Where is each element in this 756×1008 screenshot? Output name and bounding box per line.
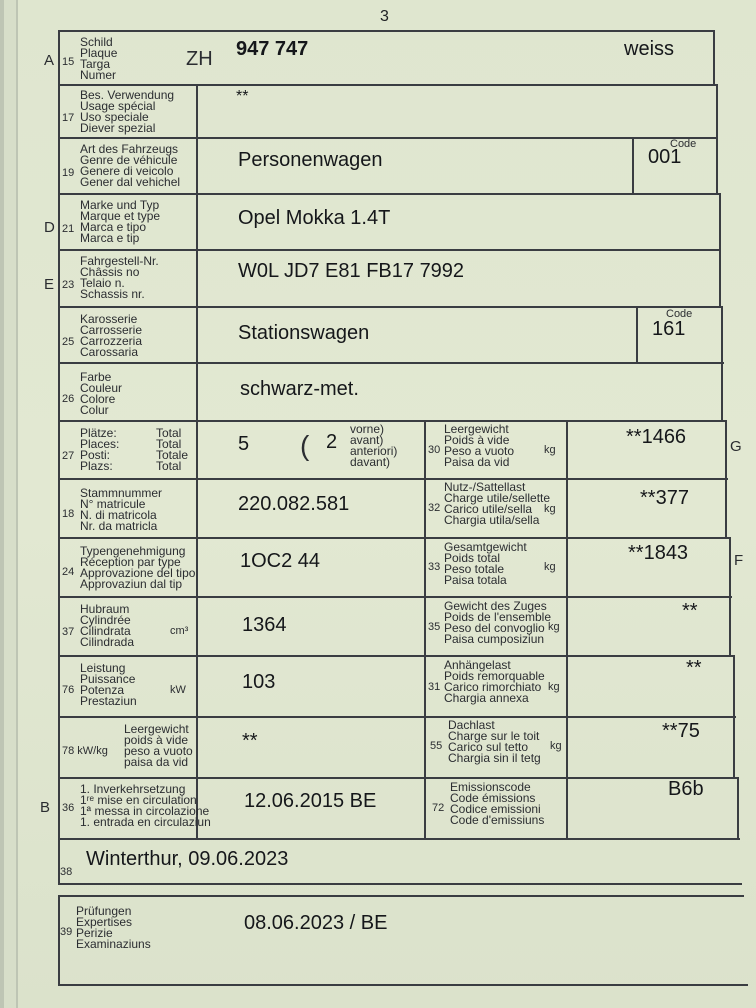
frame-right <box>721 306 723 421</box>
label-divider <box>196 84 198 839</box>
displacement-value: 1364 <box>242 614 287 636</box>
field-19-number: 19 <box>62 167 75 179</box>
field-55-unit: kg <box>550 740 562 752</box>
field-26-label: Farbe Couleur Colore Colur <box>80 370 123 417</box>
frame-right <box>733 655 735 777</box>
field-21-number: 21 <box>62 223 75 235</box>
row-line <box>58 420 726 422</box>
row-line <box>58 883 742 885</box>
row-line <box>58 838 740 840</box>
field-30-unit: kg <box>544 444 556 456</box>
seats-front-label: vorne) avant) anteriori) davant) <box>350 422 398 469</box>
plate-color: weiss <box>624 38 675 60</box>
field-27-total-label: Total Total Totale Total <box>156 426 189 473</box>
field-78-number: 78 kW/kg <box>62 745 108 757</box>
field-26-number: 26 <box>62 393 75 405</box>
field-33-unit: kg <box>544 561 556 573</box>
inspection-value: 08.06.2023 / BE <box>244 912 388 934</box>
row-line <box>58 537 730 539</box>
field-76-label: Leistung Puissance Potenza Prestaziun <box>80 661 137 708</box>
field-76-number: 76 <box>62 684 75 696</box>
row-line <box>58 362 724 364</box>
empty-weight-value: **1466 <box>626 426 687 448</box>
plate-number: 947 747 <box>236 38 309 60</box>
field-72-label: Emissionscode Code émissions Codice emissioni Code d'emissiuns <box>450 780 545 827</box>
field-37-unit: cm³ <box>170 625 189 637</box>
make-model-value: Opel Mokka 1.4T <box>238 207 391 229</box>
special-use-value: ** <box>236 88 249 105</box>
chassis-number-value: W0L JD7 E81 FB17 7992 <box>238 260 465 282</box>
vehicle-type-code: 001 <box>648 146 682 168</box>
field-35-number: 35 <box>428 621 441 633</box>
side-letter-f: F <box>734 552 744 569</box>
field-25-label: Karosserie Carrosserie Carrozzeria Carossaria <box>80 312 143 359</box>
field-33-label: Gesamtgewicht Poids total Peso totale Paisa totala <box>444 540 527 587</box>
master-number-value: 220.082.581 <box>238 493 350 515</box>
side-letter-d: D <box>44 219 55 236</box>
side-letter-a: A <box>44 52 55 69</box>
power-weight-value: ** <box>242 730 258 752</box>
field-72-number: 72 <box>432 802 445 814</box>
side-letter-b: B <box>40 799 51 816</box>
frame-right <box>737 777 739 839</box>
seats-total-value: 5 <box>238 433 250 455</box>
frame-right <box>729 537 731 656</box>
field-23-number: 23 <box>62 279 75 291</box>
body-type-code-label: Code <box>666 308 693 320</box>
side-letter-e: E <box>44 276 55 293</box>
type-approval-value: 1OC2 44 <box>240 550 321 572</box>
field-30-label: Leergewicht Poids à vide Peso a vuoto Paisa da vid <box>444 422 515 469</box>
body-type-value: Stationswagen <box>238 322 370 344</box>
row-line <box>58 716 736 718</box>
row-line <box>58 655 734 657</box>
field-15-number: 15 <box>62 56 75 68</box>
field-32-unit: kg <box>544 503 556 515</box>
row-line <box>58 777 738 779</box>
field-39-label: Prüfungen Expertises Perizie Examinaziuns <box>76 904 151 951</box>
field-78-label: Leergewicht poids à vide peso a vuoto paisa da vid <box>124 722 193 769</box>
field-31-label: Anhängelast Poids remorquable Carico rimorchiato Chargia annexa <box>444 658 545 705</box>
total-weight-value: **1843 <box>628 542 689 564</box>
row-line <box>58 84 716 86</box>
seats-front-value: 2 <box>326 431 338 453</box>
vehicle-type-code-label: Code <box>670 138 697 150</box>
field-31-number: 31 <box>428 681 441 693</box>
code-box-divider <box>636 306 638 363</box>
row-line <box>58 895 744 897</box>
field-37-number: 37 <box>62 626 75 638</box>
right-divider <box>566 420 568 839</box>
field-27-number: 27 <box>62 450 75 462</box>
field-38-number: 38 <box>60 866 73 878</box>
emission-code-value: B6b <box>668 778 704 800</box>
field-27-label: Plätze: Places: Posti: Plazs: <box>80 426 120 473</box>
plate-canton: ZH <box>186 48 213 70</box>
field-37-label: Hubraum Cylindrée Cilindrata Cilindrada <box>80 602 135 649</box>
field-30-number: 30 <box>428 444 441 456</box>
spacer <box>296 420 298 478</box>
side-letter-g: G <box>730 438 742 455</box>
field-25-number: 25 <box>62 336 75 348</box>
row-line <box>58 249 721 251</box>
row-line <box>58 596 732 598</box>
field-36-number: 36 <box>62 802 75 814</box>
row-line <box>58 478 728 480</box>
field-17-label: Bes. Verwendung Usage spécial Uso speciale Diever spezial <box>80 88 175 135</box>
field-19-label: Art des Fahrzeugs Genre de véhicule Genere di veicolo Gener dal vehichel <box>80 142 181 189</box>
field-33-number: 33 <box>428 561 441 573</box>
field-18-label: Stammnummer N° matricule N. di matricola Nr. da matricla <box>80 486 163 533</box>
row-line <box>58 984 748 986</box>
frame-right <box>725 420 727 538</box>
row-line <box>58 137 718 139</box>
field-17-number: 17 <box>62 112 75 124</box>
field-35-unit: kg <box>548 621 560 633</box>
field-15-label: Schild Plaque Targa Numer <box>80 35 118 82</box>
field-39-number: 39 <box>60 926 73 938</box>
field-36-label: 1. Inverkehrsetzung 1ʳᵉ mise en circulation 1ª messa in circolazione 1. entrada en circulaziun <box>80 782 211 829</box>
frame-right <box>713 30 715 86</box>
towing-capacity-value: ** <box>686 657 702 679</box>
field-18-number: 18 <box>62 508 75 520</box>
field-31-unit: kg <box>548 681 560 693</box>
code-box-divider <box>632 137 634 194</box>
roof-load-value: **75 <box>662 720 700 742</box>
field-21-label: Marke und Typ Marque et type Marca e tipo Marca e tip <box>80 198 161 245</box>
vehicle-type-value: Personenwagen <box>238 149 383 171</box>
field-76-unit: kW <box>170 684 186 696</box>
field-55-number: 55 <box>430 740 443 752</box>
power-value: 103 <box>242 671 276 693</box>
field-24-number: 24 <box>62 566 75 578</box>
frame-left <box>58 30 60 884</box>
color-value: schwarz-met. <box>240 378 359 400</box>
field-23-label: Fahrgestell-Nr. Châssis no Telaio n. Schassis nr. <box>80 254 159 301</box>
issue-place-date-value: Winterthur, 09.06.2023 <box>86 848 289 870</box>
train-weight-value: ** <box>682 600 698 622</box>
field-32-number: 32 <box>428 502 441 514</box>
field-32-label: Nutz-/Sattellast Charge utile/sellette Carico utile/sella Chargia utila/sella <box>444 480 551 527</box>
field-24-label: Typengenehmigung Réception par type Approvazione del tipo Approvaziun dal tip <box>80 544 196 591</box>
frame-right <box>719 193 721 307</box>
page-number: 3 <box>380 8 389 25</box>
payload-value: **377 <box>640 487 689 509</box>
frame-left-lower <box>58 895 60 985</box>
field-55-label: Dachlast Charge sur le toit Carico sul tetto Chargia sin il tetg <box>448 718 541 765</box>
row-line <box>58 306 722 308</box>
body-type-code: 161 <box>652 318 686 340</box>
paren-open: ( <box>300 430 310 461</box>
first-registration-value: 12.06.2015 BE <box>244 790 377 812</box>
middle-divider <box>424 420 426 839</box>
field-35-label: Gewicht des Zuges Poids de l'ensemble Peso del convoglio Paisa cumposiziun <box>444 599 552 646</box>
row-line <box>58 193 720 195</box>
frame-right <box>716 84 718 194</box>
frame-top <box>58 30 714 32</box>
